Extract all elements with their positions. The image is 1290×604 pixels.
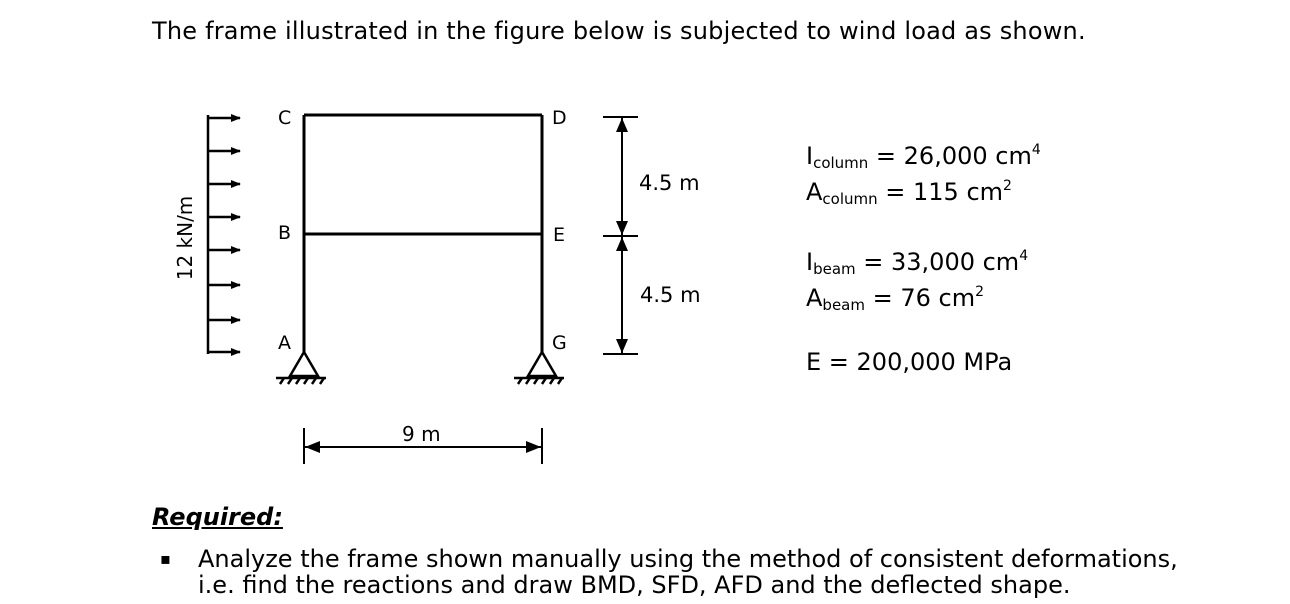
section-properties <box>806 132 1041 380</box>
a-beam-sup: 2 <box>975 284 985 300</box>
intro-text: The frame illustrated in the figure below is subjected to wind load as shown. <box>152 17 1086 45</box>
i-beam-row <box>806 238 1041 278</box>
bullet-icon: ▪ <box>160 549 171 568</box>
i-column-value: = 26,000 cm <box>868 142 1032 170</box>
required-title: Required: <box>152 503 283 531</box>
a-column-symbol: A <box>806 178 823 206</box>
support-a <box>276 352 326 384</box>
i-column-sup: 4 <box>1031 142 1041 158</box>
a-beam-value: = 76 cm <box>864 284 976 312</box>
a-column-row <box>806 168 1041 208</box>
node-label-b: B <box>278 222 292 244</box>
vertical-dimensions <box>603 117 638 354</box>
a-column-sup: 2 <box>1003 178 1012 194</box>
a-beam-sub: beam <box>822 296 865 314</box>
node-label-a: A <box>278 332 291 354</box>
i-column-symbol: I <box>806 142 814 170</box>
a-beam-symbol: A <box>806 284 823 312</box>
a-column-sub: column <box>822 190 878 208</box>
i-column-row <box>806 132 1041 172</box>
required-list <box>160 546 1198 598</box>
list-item <box>160 546 1198 598</box>
load-label: 12 kN/m <box>173 195 197 281</box>
node-label-c: C <box>278 107 292 129</box>
dim-bottom-label: 4.5 m <box>640 283 701 307</box>
dim-span-label: 9 m <box>402 422 441 446</box>
wind-load <box>208 115 240 354</box>
required-item-line2: i.e. find the reactions and draw BMD, SFD, AFD and the deflected shape. <box>198 571 1071 599</box>
i-beam-symbol: I <box>806 248 814 276</box>
a-beam-row <box>806 274 1041 314</box>
i-column-sub: column <box>813 154 869 172</box>
i-beam-sub: beam <box>813 260 856 278</box>
a-column-value: = 115 cm <box>877 178 1004 206</box>
required-item-line1: Analyze the frame shown manually using the method of consistent deformations, <box>198 545 1178 573</box>
frame <box>304 115 542 352</box>
node-label-d: D <box>552 107 567 129</box>
dim-top-label: 4.5 m <box>639 171 700 195</box>
i-beam-value: = 33,000 cm <box>855 248 1020 276</box>
node-label-g: G <box>552 332 567 354</box>
e-modulus: E = 200,000 MPa <box>806 348 1013 376</box>
support-g <box>514 352 564 384</box>
i-beam-sup: 4 <box>1019 248 1029 264</box>
node-label-e: E <box>553 224 566 246</box>
